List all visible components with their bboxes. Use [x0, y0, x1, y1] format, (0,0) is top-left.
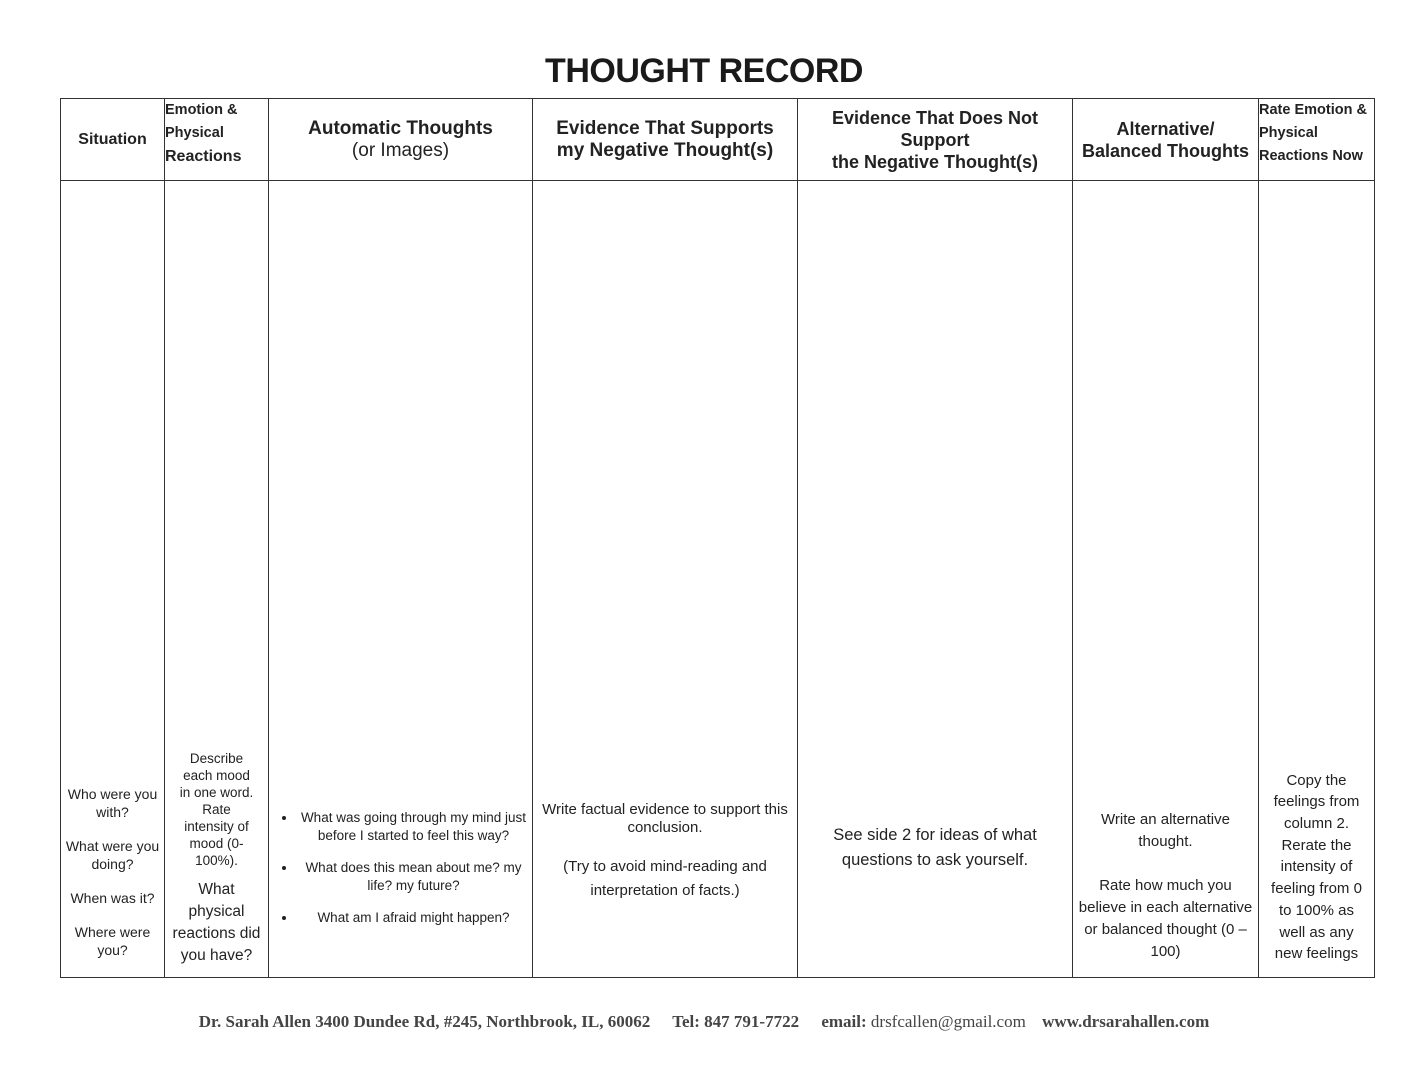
header-support-line2: my Negative Thought(s)	[556, 139, 774, 161]
header-alt-line1: Alternative/	[1116, 118, 1215, 139]
support-prompt-avoid: (Try to avoid mind-reading and interpretation of facts.)	[563, 858, 767, 899]
automatic-prompt-afraid: • What am I afraid might happen?	[297, 909, 528, 927]
situation-cell[interactable]	[61, 181, 165, 978]
header-evidence-supports	[533, 99, 798, 181]
header-auto-line2: (or Images)	[351, 139, 450, 161]
header-alternative-thoughts	[1073, 99, 1259, 181]
situation-prompt-where: Where were you?	[74, 924, 151, 958]
page-title: THOUGHT RECORD	[545, 52, 863, 90]
evidence-supports-cell[interactable]	[533, 181, 798, 978]
header-notsupport-line2: the Negative Thought(s)	[832, 151, 1038, 172]
header-automatic-thoughts	[269, 99, 533, 181]
footer-website[interactable]: www.drsarahallen.com	[1042, 1012, 1210, 1031]
footer-tel: Tel: 847 791-7722	[672, 1012, 800, 1031]
emotion-cell[interactable]	[165, 181, 269, 978]
header-rate-line1: Rate Emotion &	[1259, 102, 1367, 118]
situation-prompt-who: Who were you with?	[67, 786, 158, 820]
header-situation-label: Situation	[78, 130, 147, 148]
emotion-prompt-describe: Describe each mood in one word. Rate intensity of mood (0-100%).	[179, 751, 254, 868]
header-emotion-line3: Reactions	[165, 148, 242, 165]
alternative-prompt-rate: Rate how much you believe in each alternative or balanced thought (0 – 100)	[1078, 877, 1253, 960]
support-prompt-factual: Write factual evidence to support this conclusion.	[542, 801, 788, 836]
alternative-thoughts-cell[interactable]	[1073, 181, 1259, 978]
header-situation	[61, 99, 165, 181]
header-rate-line2: Physical	[1259, 125, 1318, 141]
thought-record-table	[60, 98, 1375, 978]
emotion-prompt-physical: What physical reactions did you have?	[172, 881, 261, 964]
rate-emotion-cell[interactable]	[1259, 181, 1375, 978]
footer-email[interactable]: drsfcallen@gmail.com	[870, 1012, 1026, 1031]
automatic-thoughts-cell[interactable]	[269, 181, 533, 978]
situation-prompt-when: When was it?	[70, 890, 155, 906]
footer-contact	[0, 1012, 1408, 1032]
header-notsupport-line1: Evidence That Does Not Support	[831, 107, 1039, 150]
header-support-line1: Evidence That Supports	[556, 117, 774, 139]
footer-name-address: Dr. Sarah Allen 3400 Dundee Rd, #245, Northbrook, IL, 60062	[198, 1012, 651, 1031]
rate-prompt: Copy the feelings from column 2. Rerate the intensity of feeling from 0 to 100% as well as any new feelings	[1271, 771, 1362, 963]
alternative-prompt-write: Write an alternative thought.	[1101, 811, 1230, 850]
entry-row	[61, 181, 1375, 978]
header-evidence-not-supports	[798, 99, 1073, 181]
header-row	[61, 99, 1375, 181]
automatic-prompts-list	[273, 809, 528, 927]
footer-email-label: email:	[821, 1012, 867, 1031]
header-auto-line1: Automatic Thoughts	[308, 117, 493, 139]
header-rate-line3: Reactions Now	[1259, 148, 1363, 164]
situation-prompt-what: What were you doing?	[65, 838, 160, 872]
header-emotion-line1: Emotion &	[165, 102, 238, 118]
automatic-prompt-meaning: • What does this mean about me? my life? my future?	[297, 859, 528, 895]
evidence-not-supports-cell[interactable]	[798, 181, 1073, 978]
automatic-prompt-mind: • What was going through my mind just before I started to feel this way?	[297, 809, 528, 845]
header-alt-line2: Balanced Thoughts	[1081, 140, 1249, 161]
notsupport-prompt: See side 2 for ideas of what questions to ask yourself.	[833, 826, 1037, 869]
header-emotion-line2: Physical	[165, 125, 224, 141]
header-rate-emotion	[1259, 99, 1375, 181]
header-emotion	[165, 99, 269, 181]
